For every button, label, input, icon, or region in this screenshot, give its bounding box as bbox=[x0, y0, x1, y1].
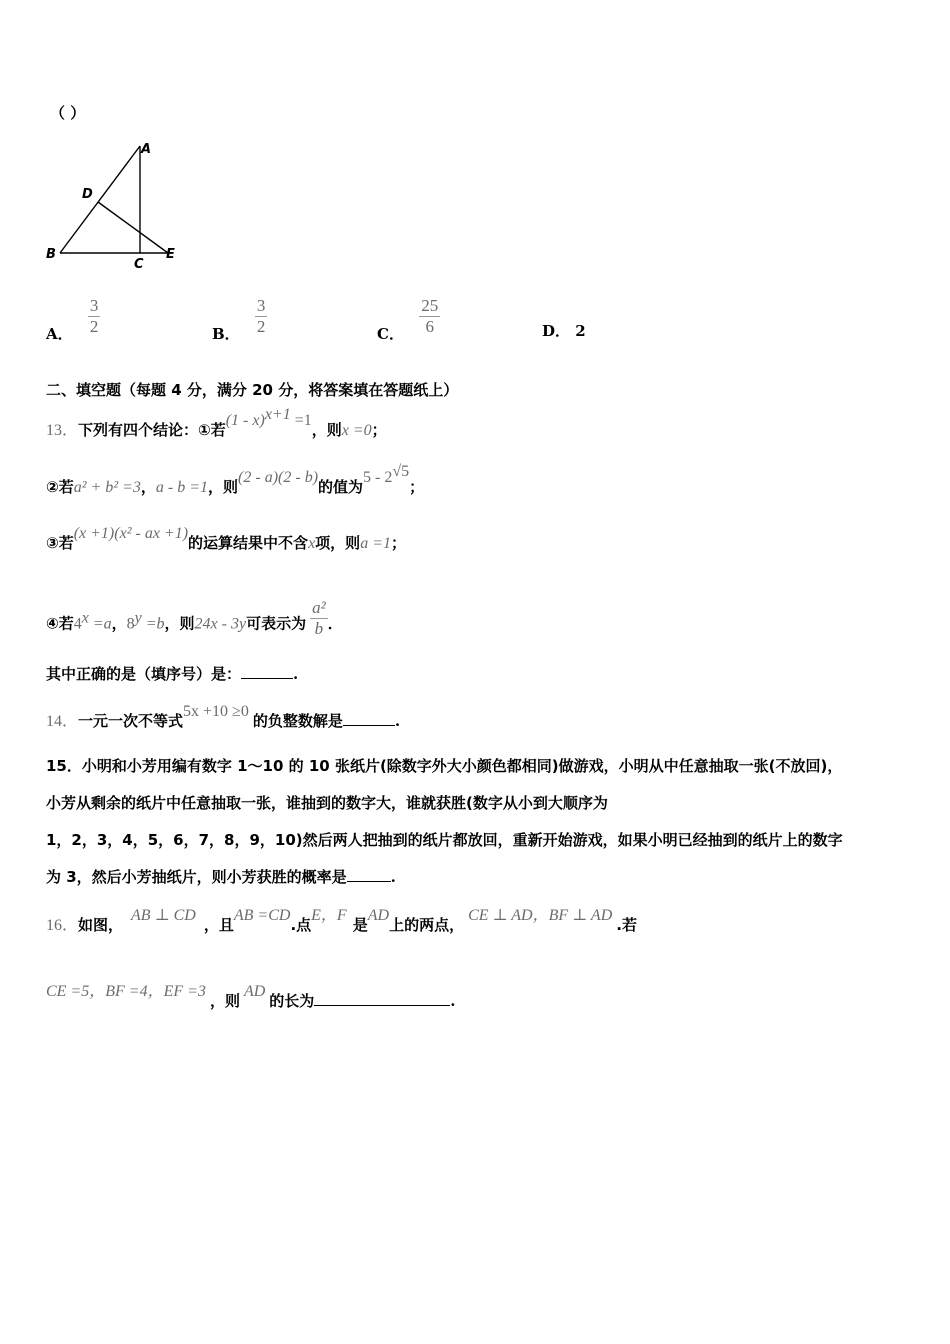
q13-statement2 bbox=[46, 463, 425, 497]
q16-text3: .点 bbox=[290, 916, 312, 934]
q16-math3: E，F bbox=[311, 907, 347, 924]
option-d-label: D． bbox=[542, 322, 571, 340]
q13-statement4 bbox=[46, 598, 343, 645]
q13-s3-math1: (x +1)(x² - ax +1) bbox=[73, 525, 189, 542]
q16-line1 bbox=[46, 907, 637, 935]
option-c-fraction bbox=[419, 296, 440, 337]
q13-s2-text3: 的值为 bbox=[318, 478, 364, 496]
label-c: C bbox=[134, 257, 144, 272]
q13-s3-text2: 项，则 bbox=[315, 534, 361, 552]
q13-s4-math3: 24x - 3y bbox=[194, 615, 247, 633]
section-title: 二、填空题（每题 4 分，满分 20 分，将答案填在答题纸上） bbox=[46, 381, 459, 399]
option-a-den: 2 bbox=[89, 317, 99, 336]
q15-answer-blank[interactable] bbox=[347, 867, 391, 882]
option-c-num: 25 bbox=[421, 296, 439, 315]
q13-s2-math4: 5 - 2 bbox=[363, 469, 393, 486]
q13-s3-text1: 的运算结果中不含 bbox=[188, 534, 309, 552]
option-c-label: C． bbox=[377, 324, 404, 343]
q13-s2-text1: ， bbox=[140, 478, 156, 496]
q13-s3-math2: x bbox=[308, 535, 316, 552]
q13-s4-text1: ， bbox=[111, 614, 127, 633]
q16-text7: ，则 bbox=[209, 992, 240, 1010]
q13-s4-math1b: =a bbox=[88, 615, 112, 633]
q13-ask-text: 其中正确的是（填序号）是： bbox=[46, 665, 242, 683]
q13-text3: ； bbox=[371, 421, 387, 439]
q13-math1-sup: x+1 bbox=[264, 406, 291, 423]
q13-s4-math1-sup: x bbox=[81, 609, 89, 627]
q13-statement3 bbox=[46, 525, 406, 553]
triangle-figure bbox=[40, 136, 190, 276]
q16-number: 16． bbox=[46, 917, 79, 934]
option-b-num: 3 bbox=[256, 296, 266, 315]
q16-math4: AD bbox=[367, 907, 390, 924]
q15-line1 bbox=[46, 755, 842, 776]
q13-s4-text2: ，则 bbox=[164, 614, 195, 633]
option-b[interactable] bbox=[212, 296, 267, 343]
q15-line2 bbox=[46, 792, 608, 813]
q13-math2: x =0 bbox=[341, 422, 372, 439]
q15-line4 bbox=[46, 866, 396, 887]
option-c[interactable] bbox=[377, 296, 440, 343]
label-d: D bbox=[82, 187, 93, 202]
q13-s4-frac-den: b bbox=[314, 619, 324, 638]
paren-text: （ ） bbox=[50, 104, 86, 122]
label-a: A bbox=[141, 142, 152, 157]
segment-de bbox=[98, 202, 168, 253]
q13-s3-lead: ③若 bbox=[46, 534, 74, 552]
q14-text2: 的负整数解是 bbox=[252, 712, 343, 730]
q13-ask bbox=[46, 663, 298, 684]
q16-text5: 上的两点， bbox=[389, 916, 465, 934]
q13-s2-math1: a² + b² =3 bbox=[73, 479, 141, 496]
q13-s4-math2b: =b bbox=[141, 615, 165, 633]
q14-text1: 一元一次不等式 bbox=[78, 712, 184, 730]
q13-answer-blank[interactable] bbox=[241, 664, 293, 679]
segment-ab bbox=[60, 146, 140, 253]
q13-number: 13． bbox=[46, 422, 79, 439]
option-a[interactable] bbox=[46, 296, 100, 343]
q16-math2: AB =CD bbox=[233, 907, 291, 924]
q13-s4-math1: 4 bbox=[73, 615, 82, 633]
q13-s4-math2-sup: y bbox=[134, 609, 142, 627]
option-c-den: 6 bbox=[425, 317, 434, 336]
q13-s3-math3: a =1 bbox=[360, 535, 391, 552]
q16-end: . bbox=[450, 992, 456, 1010]
q13-s4-fraction bbox=[310, 598, 328, 639]
q14-math1: 5x +10 ≥0 bbox=[183, 703, 249, 720]
q13-math1: (1 - x) bbox=[225, 412, 265, 429]
q16-math1: AB ⊥ CD bbox=[131, 907, 196, 924]
q15-text-line2: 小芳从剩余的纸片中任意抽取一张，谁抽到的数字大，谁就获胜(数字从小到大顺序为 bbox=[46, 794, 608, 812]
option-a-label: A． bbox=[46, 324, 73, 343]
q14-end: . bbox=[394, 712, 401, 730]
q16-math7: AD bbox=[243, 983, 266, 1000]
option-b-label: B． bbox=[212, 324, 240, 343]
q13-s2-text4: ； bbox=[409, 478, 425, 496]
q15-text-line1: 15．小明和小芳用编有数字 1～10 的 10 张纸片(除数字外大小颜色都相同)做游戏，小明从中任意抽取一张(不放回)， bbox=[46, 757, 843, 775]
q16-text1: 如图， bbox=[78, 916, 124, 934]
q13-s3-text3: ； bbox=[390, 534, 406, 552]
q16-text4: 是 bbox=[352, 916, 368, 934]
q13-s4-math2: 8 bbox=[126, 615, 135, 633]
q13-s4-frac-num: a² bbox=[312, 598, 326, 617]
option-d-value: 2 bbox=[575, 322, 586, 340]
q13-s2-math3: (2 - a)(2 - b) bbox=[238, 469, 319, 486]
q13-s4-text3: 可表示为 bbox=[246, 614, 307, 633]
q14-number: 14． bbox=[46, 713, 79, 730]
q13-s2-math4-sup: √5 bbox=[392, 463, 410, 480]
q16-text2: ，且 bbox=[203, 916, 234, 934]
q15-text-line3: 1，2，3，4，5，6，7，8，9，10)然后两人把抽到的纸片都放回，重新开始游戏，如果小明已经抽到的纸片上的数字 bbox=[46, 831, 843, 849]
q15-end: . bbox=[390, 868, 396, 886]
q14-answer-blank[interactable] bbox=[343, 711, 395, 726]
q16-answer-blank[interactable] bbox=[314, 991, 450, 1006]
q13-s4-lead: ④若 bbox=[46, 614, 74, 633]
q13-s4-text4: ． bbox=[327, 614, 343, 633]
q16-line2 bbox=[46, 983, 456, 1011]
option-a-fraction bbox=[88, 296, 101, 337]
q16-math5: CE ⊥ AD，BF ⊥ AD bbox=[468, 907, 613, 924]
q13-math1b: =1 bbox=[290, 412, 312, 429]
q15-text-line4: 为 3，然后小芳抽纸片，则小芳获胜的概率是 bbox=[46, 868, 347, 886]
label-e: E bbox=[166, 247, 175, 262]
q13-text1: 下列有四个结论：①若 bbox=[78, 421, 226, 439]
q15-line3 bbox=[46, 829, 843, 850]
q13-line1 bbox=[46, 406, 387, 440]
q16-math6: CE =5，BF =4，EF =3 bbox=[46, 983, 206, 1000]
q16-text8: 的长为 bbox=[269, 992, 315, 1010]
q13-s2-math2: a - b =1 bbox=[155, 479, 209, 496]
q13-ask-end: . bbox=[293, 665, 299, 683]
option-a-num: 3 bbox=[89, 296, 99, 315]
option-b-den: 2 bbox=[256, 317, 266, 336]
option-d[interactable] bbox=[542, 320, 586, 341]
question-paren bbox=[50, 102, 85, 123]
label-b: B bbox=[46, 247, 56, 262]
option-b-fraction bbox=[255, 296, 268, 337]
q13-s2-text2: ，则 bbox=[208, 478, 239, 496]
q13-s2-lead: ②若 bbox=[46, 478, 74, 496]
q13-text2: ，则 bbox=[311, 421, 342, 439]
q16-text6: .若 bbox=[616, 916, 637, 934]
q14-line bbox=[46, 703, 401, 731]
